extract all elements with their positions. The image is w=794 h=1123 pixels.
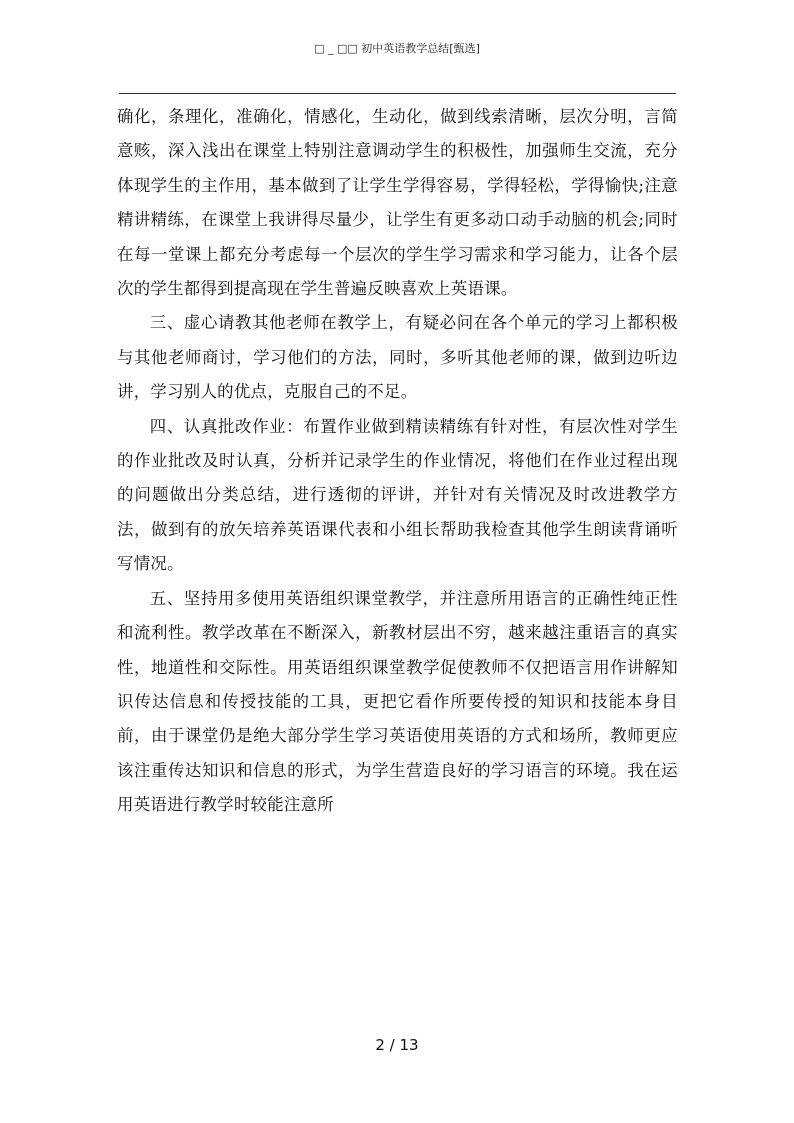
page-header: □ _ □□ 初中英语教学总结[甄选] [314, 42, 480, 55]
paragraph-section-5: 五、坚持用多使用英语组织课堂教学，并注意所用语言的正确性纯正性和流利性。教学改革在不断深入，新教材层出不穷，越来越注重语言的真实性，地道性和交际性。用英语组织课堂教学促使教师不仅把语言用作讲解知识传达信息和传授技能的工具，更把它看作所要传授的知识和技能本身目前，由于课堂仍是绝大部分学生学习英语使用英语的方式和场所，教师更应该注重传达知识和信息的形式，为学生营造良好的学习语言的环境。我在运用英语进行教学时较能注意所 [117, 588, 678, 815]
paragraph-section-4: 四、认真批改作业：布置作业做到精读精练有针对性，有层次性对学生的作业批改及时认真，分析并记录学生的作业情况，将他们在作业过程出现的问题做出分类总结，进行透彻的评讲，并针对有关情况及时改进教学方法，做到有的放矢培养英语课代表和小组长帮助我检查其他学生朗读背诵听写情况。 [117, 416, 678, 574]
page-number: 2 / 13 [375, 1036, 419, 1054]
header-divider [119, 93, 676, 94]
paragraph-section-3: 三、虚心请教其他老师在教学上，有疑必问在各个单元的学习上都积极与其他老师商讨，学习他们的方法，同时，多听其他老师的课，做到边听边讲，学习别人的优点，克服自己的不足。 [117, 313, 678, 402]
document-body [117, 100, 678, 823]
paragraph-continued: 确化，条理化，准确化，情感化，生动化，做到线索清晰，层次分明，言简意赅，深入浅出在课堂上特别注意调动学生的积极性，加强师生交流，充分体现学生的主作用，基本做到了让学生学得容易，学得轻松，学得愉快;注意精讲精练，在课堂上我讲得尽量少，让学生有更多动口动手动脑的机会;同时在每一堂课上都充分考虑每一个层次的学生学习需求和学习能力，让各个层次的学生都得到提高现在学生普遍反映喜欢上英语课。 [117, 107, 678, 299]
